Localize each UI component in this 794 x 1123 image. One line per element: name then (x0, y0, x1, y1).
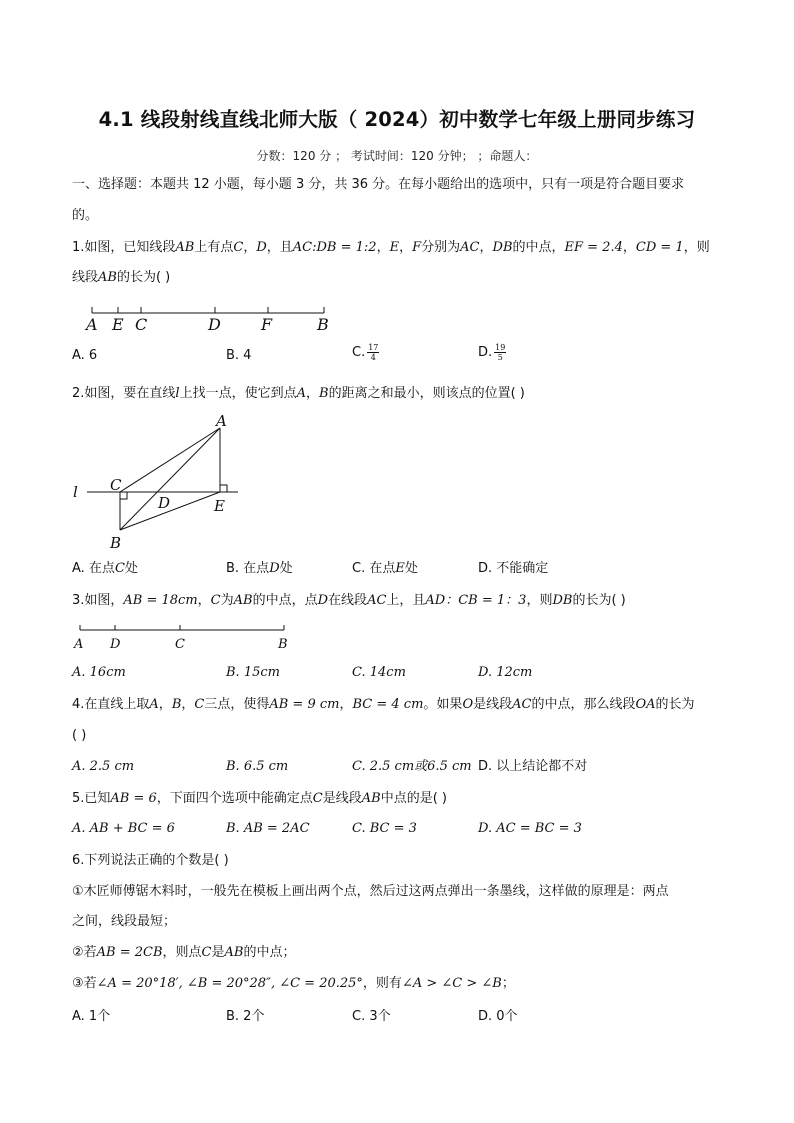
q2-option-b-math: D (269, 561, 280, 576)
q6-text: ，则有 (362, 976, 402, 991)
q2-label-l: l (73, 483, 78, 501)
q1-text: 上有点 (194, 240, 234, 255)
q3-option-b[interactable] (226, 663, 280, 683)
q1-option-d-fraction (494, 343, 506, 362)
exam-meta: 分数：120 分 ； 考试时间：120 分钟； ；命题人： (256, 149, 538, 163)
q5-math: AB = 6 (110, 791, 157, 806)
q5-option-a[interactable] (72, 819, 175, 839)
fraction-denominator: 4 (370, 353, 376, 362)
q6-option-d[interactable] (478, 1007, 518, 1027)
q1-option-c-fraction (367, 343, 379, 362)
q1-label-e: E (112, 315, 124, 334)
q5-option-d[interactable] (478, 819, 582, 839)
q6-math: ∠A = 20°18′, ∠B = 20°28″, ∠C = 20.25° (96, 976, 363, 991)
q2-option-b[interactable] (226, 559, 293, 579)
q1-math: CD = 1 (635, 240, 684, 255)
q3-text: 的长为( ) (572, 593, 626, 608)
q1-math: C (233, 240, 244, 255)
q1-text: 线段 (72, 270, 99, 285)
q3-math: D (317, 593, 329, 608)
q1-text: ，且 (266, 240, 293, 255)
q2-option-b-text: B. 在点 (226, 561, 270, 576)
q6-text: ； (501, 976, 515, 991)
q1-option-a[interactable] (72, 346, 97, 366)
q2-math: l (175, 386, 180, 401)
q1-math: AB (175, 240, 195, 255)
q6-text: 是 (211, 945, 225, 960)
q4-option-d[interactable] (478, 757, 587, 777)
section-heading-line1: 一、选择题：本题共 12 小题，每小题 3 分，共 36 分。在每小题给出的选项中，只有一项是符合题目要求 (72, 177, 685, 192)
question-4-stem (72, 695, 732, 715)
question-3-stem (72, 591, 732, 611)
q6-option-b[interactable] (226, 1007, 264, 1027)
q4-option-b[interactable] (226, 757, 288, 777)
section-heading-cont (72, 206, 732, 226)
q6-option-c[interactable] (352, 1007, 391, 1027)
q3-text: ， (197, 593, 211, 608)
q4-option-c[interactable] (352, 757, 472, 777)
q2-text: 的距离之和最小，则该点的位置( ) (328, 386, 525, 401)
q5-math: AB (361, 791, 381, 806)
question-6-stem (72, 851, 732, 871)
q6-math: C (201, 945, 212, 960)
q3-option-c[interactable] (352, 663, 406, 683)
q5-option-d-text: D. AC = BC = 3 (478, 821, 582, 836)
q2-label-e: E (214, 497, 225, 515)
q1-math: EF = 2.4 (564, 240, 623, 255)
q4-math: O (462, 697, 474, 712)
q5-text: 5.已知 (72, 791, 111, 806)
q3-option-d-text: D. 12cm (478, 665, 533, 680)
q3-label-b: B (278, 637, 288, 652)
q4-math: BC = 4 cm (352, 697, 424, 712)
q1-option-d[interactable] (478, 343, 506, 363)
q1-label-d: D (208, 315, 221, 334)
q1-math: AC:DB = 1:2 (292, 240, 377, 255)
section-heading-line2: 的。 (72, 208, 99, 223)
q4-option-d-text: D. 以上结论都不对 (478, 759, 588, 774)
question-1-stem-cont (72, 268, 732, 288)
q4-text: 的中点，那么线段 (531, 697, 636, 712)
q4-text: ， (339, 697, 353, 712)
q3-label-c: C (175, 637, 185, 652)
q3-text: 为 (220, 593, 234, 608)
q2-option-c-math: E (395, 561, 405, 576)
q3-math: DB (552, 593, 573, 608)
q1-text: ， (399, 240, 413, 255)
q2-text: 上找一点，使它到点 (179, 386, 297, 401)
q1-text: ， (243, 240, 257, 255)
q1-option-a-text: A. 6 (72, 348, 98, 363)
q4-text: 三点，使得 (204, 697, 270, 712)
q2-option-a[interactable] (72, 559, 138, 579)
q1-text: ，则 (683, 240, 710, 255)
q3-text: 3.如图， (72, 593, 124, 608)
q6-text: ①木匠师傅锯木料时，一般先在模板上画出两个点，然后过这两点弹出一条墨线，这样做的原理是：两点 (72, 884, 669, 899)
q1-option-b[interactable] (226, 346, 251, 366)
q5-option-b[interactable] (226, 819, 310, 839)
q6-option-a-text: A. 1个 (72, 1009, 111, 1024)
q1-math: E (389, 240, 400, 255)
q3-math: C (210, 593, 221, 608)
q5-option-c-text: C. BC = 3 (352, 821, 417, 836)
q3-label-a: A (74, 637, 84, 652)
q2-option-a-text: A. 在点 (72, 561, 115, 576)
q5-text: ，下面四个选项中能确定点 (156, 791, 313, 806)
q4-text: ， (158, 697, 172, 712)
q6-statement-3 (72, 974, 732, 994)
fraction-numerator: 17 (368, 343, 379, 352)
q1-math: F (412, 240, 422, 255)
q5-math: C (312, 791, 323, 806)
q2-label-c: C (110, 476, 122, 494)
q4-option-a-text: A. 2.5 cm (72, 759, 135, 774)
q6-math: AB = 2CB (96, 945, 163, 960)
q1-math: DB (492, 240, 513, 255)
question-2-stem (72, 384, 732, 404)
q3-option-d[interactable] (478, 663, 532, 683)
q1-option-b-text: B. 4 (226, 348, 252, 363)
q5-option-b-text: B. AB = 2AC (226, 821, 310, 836)
q1-text: 的长为( ) (116, 270, 171, 285)
q4-text: ， (181, 697, 195, 712)
q2-math: A (296, 386, 306, 401)
q6-text: 之间，线段最短； (72, 914, 177, 929)
q3-text: ，则 (526, 593, 553, 608)
fraction-denominator: 5 (497, 353, 503, 362)
q6-math: ∠A > ∠C > ∠B (401, 976, 502, 991)
q6-option-c-text: C. 3个 (352, 1009, 391, 1024)
question-5-stem (72, 789, 732, 809)
q3-segment-figure (72, 620, 302, 654)
q6-text: 6.下列说法正确的个数是( ) (72, 853, 229, 868)
q2-label-d: D (158, 494, 171, 512)
q6-statement-1 (72, 882, 732, 902)
q1-text: 的中点， (512, 240, 565, 255)
q3-option-a-text: A. 16cm (72, 665, 126, 680)
q2-option-b-text: 处 (279, 561, 293, 576)
q2-option-d[interactable] (478, 559, 548, 579)
q4-text: 是线段 (473, 697, 513, 712)
q6-math: AB (224, 945, 244, 960)
q1-label-a: A (86, 315, 98, 334)
q1-text: 分别为 (421, 240, 461, 255)
q3-text: 在线段 (328, 593, 368, 608)
q2-math: B (319, 386, 329, 401)
q1-math: D (256, 240, 267, 255)
q1-math: AC (460, 240, 480, 255)
question-1-stem (72, 238, 732, 258)
q1-math: AB (98, 270, 117, 285)
q2-option-a-text: 处 (124, 561, 138, 576)
q2-label-a: A (216, 412, 227, 430)
q4-option-a[interactable] (72, 757, 134, 777)
q2-option-c[interactable] (352, 559, 418, 579)
section-heading (72, 175, 732, 195)
q3-option-a[interactable] (72, 663, 126, 683)
fraction-numerator: 19 (495, 343, 506, 352)
q4-text: 4.在直线上取 (72, 697, 150, 712)
q5-option-a-text: A. AB + BC = 6 (72, 821, 175, 836)
q3-math: AD：CB = 1：3 (425, 593, 527, 608)
q4-text: 。如果 (423, 697, 463, 712)
q6-option-d-text: D. 0个 (478, 1009, 518, 1024)
q4-math: OA (635, 697, 656, 712)
q4-option-b-text: B. 6.5 cm (226, 759, 289, 774)
q2-option-d-text: D. 不能确定 (478, 561, 549, 576)
q4-math: C (194, 697, 205, 712)
q4-text: 的长为 (655, 697, 695, 712)
q1-label-f: F (261, 315, 273, 334)
q1-segment-figure (80, 298, 340, 338)
q4-math: B (171, 697, 182, 712)
page-title: 4.1 线段射线直线北师大版（ 2024）初中数学七年级上册同步练习 (98, 108, 696, 131)
q1-text: ， (622, 240, 636, 255)
q5-option-c[interactable] (352, 819, 417, 839)
q3-text: 上，且 (386, 593, 426, 608)
q4-math: AC (512, 697, 532, 712)
q6-text: ，则点 (162, 945, 202, 960)
q3-text: 的中点，点 (252, 593, 318, 608)
q1-text: 1.如图，已知线段 (72, 240, 176, 255)
q6-option-a[interactable] (72, 1007, 110, 1027)
q6-option-b-text: B. 2个 (226, 1009, 265, 1024)
q3-math: AB (233, 593, 253, 608)
q1-label-c: C (135, 315, 148, 334)
q1-option-c-text: C. (352, 345, 366, 360)
q3-math: AC (367, 593, 387, 608)
q3-option-c-text: C. 14cm (352, 665, 406, 680)
q6-statement-1-cont (72, 912, 732, 932)
q2-option-a-math: C (114, 561, 125, 576)
q1-text: ， (479, 240, 493, 255)
q2-option-c-text: C. 在点 (352, 561, 396, 576)
question-4-stem-cont (72, 726, 732, 746)
q6-text: ③若 (72, 976, 97, 991)
q2-text: ， (305, 386, 319, 401)
q5-text: 中点的是( ) (380, 791, 447, 806)
q2-geometry-figure (70, 410, 250, 555)
q3-option-b-text: B. 15cm (226, 665, 280, 680)
q2-option-c-text: 处 (404, 561, 418, 576)
q6-text: 的中点； (243, 945, 296, 960)
q3-label-d: D (110, 637, 121, 652)
q4-option-c-text: C. 2.5 cm或6.5 cm (352, 759, 472, 774)
q4-math: AB = 9 cm (269, 697, 340, 712)
q1-option-c[interactable] (352, 343, 379, 363)
q6-statement-2 (72, 943, 732, 963)
q2-label-b: B (110, 534, 122, 552)
q4-math: A (149, 697, 159, 712)
q2-text: 2.如图，要在直线 (72, 386, 176, 401)
q1-label-b: B (317, 315, 329, 334)
q1-text: ， (376, 240, 390, 255)
q6-text: ②若 (72, 945, 97, 960)
q1-option-d-text: D. (478, 345, 493, 360)
q4-text: ( ) (72, 728, 87, 743)
q3-math: AB = 18cm (123, 593, 198, 608)
q5-text: 是线段 (322, 791, 362, 806)
